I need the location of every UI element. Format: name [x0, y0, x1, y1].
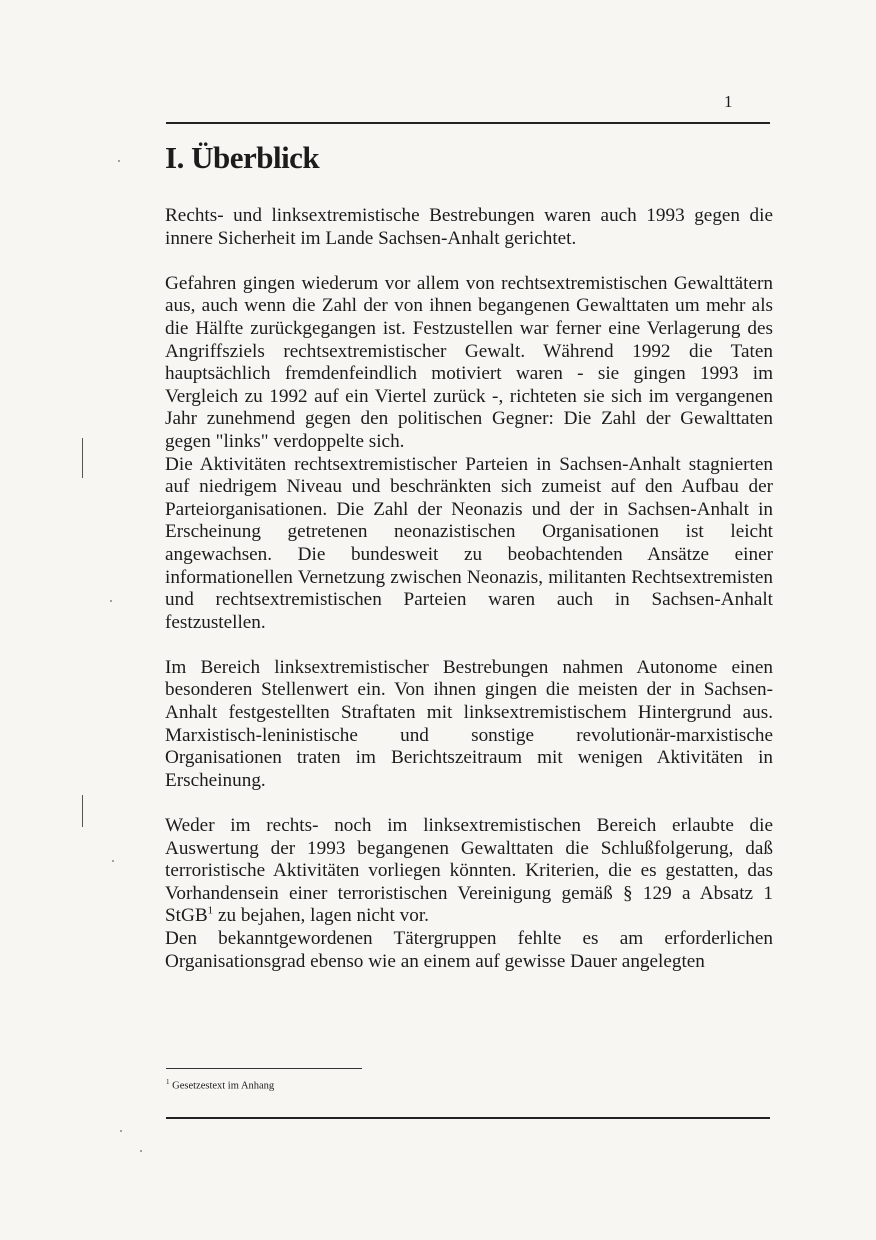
scan-mark [82, 795, 83, 827]
paragraph-text: Weder im rechts- noch im linksextremistischen Bereich erlaubte die Auswertung der 1993 begangenen Gewalttaten die Schlußfolgerung, daß terroristische Aktivitäten vorliegen könnten. Kriterien, die es gestatten, das Vorhandensein einer terroristischen Vereinigung gemäß § 129 a Absatz 1 StGB [165, 815, 773, 927]
scan-speckle [118, 160, 120, 162]
paragraph: Gefahren gingen wiederum vor allem von rechtsextremistischen Gewalttätern aus, auch wenn die Zahl der von ihnen begangenen Gewalttaten um mehr als die Hälfte zurückgegangen ist. Festzustellen war ferner eine Verlagerung des Angriffsziels rechtsextremistischer Gewalt. Während 1992 die Taten hauptsächlich fremdenfeindlich motiviert waren - sie gingen 1993 im Vergleich zu 1992 auf ein Viertel zurück -, richteten sie sich im vergangenen Jahr zunehmend gegen den politischen Gegner: Die Zahl der Gewalttaten gegen "links" verdoppelte sich. [165, 272, 773, 452]
footnote-rule [166, 1068, 362, 1069]
footnote-ref: 1 [207, 905, 214, 918]
header-rule [166, 122, 770, 124]
page-number: 1 [724, 92, 733, 111]
footer-rule [166, 1117, 770, 1119]
scan-mark [82, 438, 83, 478]
paragraph-text: zu bejahen, lagen nicht vor. [217, 905, 429, 927]
scan-speckle [120, 1130, 122, 1132]
section-heading: I. Überblick [165, 140, 320, 175]
paragraph: Den bekanntgewordenen Tätergruppen fehlte es am erforderlichen Organisationsgrad ebenso wie an einem auf gewisse Dauer angelegten [165, 928, 773, 972]
footnote [166, 1078, 274, 1092]
footnote-number: 1 [166, 1078, 170, 1086]
paragraph: Rechts- und linksextremistische Bestrebungen waren auch 1993 gegen die innere Sicherheit im Lande Sachsen-Anhalt gerichtet. [165, 205, 773, 249]
scan-speckle [140, 1150, 142, 1152]
paragraph: Im Bereich linksextremistischer Bestrebungen nahmen Autonome einen besonderen Stellenwert ein. Von ihnen gingen die meisten der in Sachsen-Anhalt festgestellten Straftaten mit linksextremistischem Hintergrund aus. Marxistisch-leninistische und sonstige revolutionär-marxistische Organisationen traten im Berichtszeitraum mit wenigen Aktivitäten in Erscheinung. [165, 656, 773, 791]
scan-speckle [110, 600, 112, 602]
scan-speckle [112, 860, 114, 862]
body-text [165, 205, 773, 973]
paragraph: Die Aktivitäten rechtsextremistischer Parteien in Sachsen-Anhalt stagnierten auf niedrigem Niveau und beschränkten sich zumeist auf den Aufbau der Parteiorganisationen. Die Zahl der Neonazis und der in Sachsen-Anhalt in Erscheinung getretenen neonazistischen Organisationen ist leicht angewachsen. Die bundesweit zu beobachtenden Ansätze einer informationellen Vernetzung zwischen Neonazis, militanten Rechtsextremisten und rechtsextremistischen Parteien waren auch in Sachsen-Anhalt festzustellen. [165, 453, 773, 633]
paragraph [165, 815, 773, 928]
footnote-text: Gesetzestext im Anhang [172, 1080, 275, 1092]
